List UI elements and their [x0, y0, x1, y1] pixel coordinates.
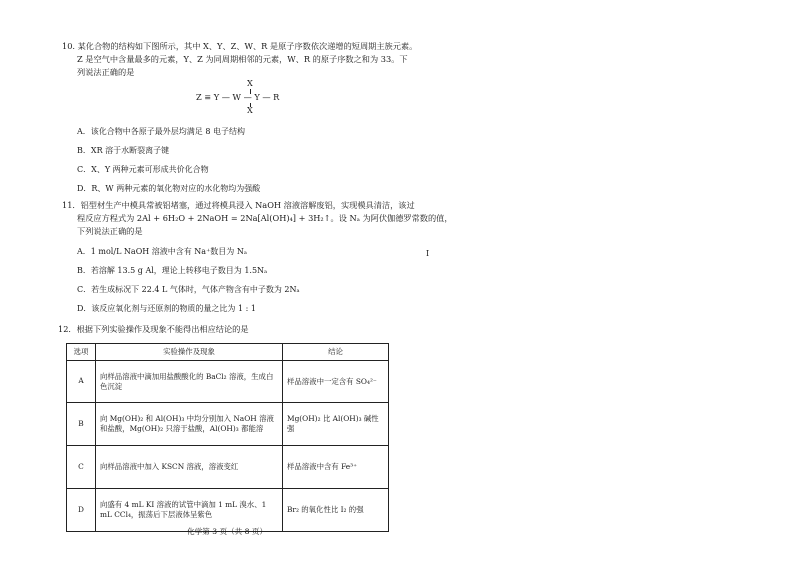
table-header-option: 选项 — [67, 344, 96, 361]
row-operation: 向样品溶液中滴加用盐酸酸化的 BaCl₂ 溶液，生成白色沉淀 — [96, 361, 283, 403]
q11-option-b: B．若溶解 13.5 g Al，理论上转移电子数目为 1.5Nₐ — [77, 266, 268, 275]
q11-stem-line3: 下列说法正确的是 — [77, 226, 143, 236]
row-label: D — [67, 489, 96, 532]
experiment-table — [66, 343, 389, 532]
table-row — [67, 489, 389, 532]
page-footer: 化学第 3 页（共 8 页） — [187, 527, 268, 536]
structure-main-chain: Z ≡ Y — W — Y — R — [196, 92, 280, 102]
row-label: A — [67, 361, 96, 403]
row-label: B — [67, 403, 96, 446]
table-header-operation: 实验操作及现象 — [96, 344, 283, 361]
table-header-conclusion: 结论 — [283, 344, 389, 361]
table-row — [67, 361, 389, 403]
q11-stem-line2: 程反应方程式为 2Al + 6H₂O + 2NaOH = 2Na[Al(OH)₄] + 3H₂↑。设 Nₐ 为阿伏伽德罗常数的值， — [77, 213, 453, 223]
row-operation: 向样品溶液中加入 KSCN 溶液，溶液变红 — [96, 446, 283, 489]
structure-top-x: X — [247, 78, 253, 88]
structure-bottom-x: X — [247, 105, 253, 115]
row-conclusion: Br₂ 的氧化性比 I₂ 的强 — [283, 489, 389, 532]
q11-option-c: C．若生成标况下 22.4 L 气体时，气体产物含有中子数为 2Nₐ — [77, 285, 300, 294]
margin-mark: I — [426, 249, 430, 258]
row-label: C — [67, 446, 96, 489]
table-row — [67, 403, 389, 446]
table-row — [67, 446, 389, 489]
q11-option-d: D．该反应氧化剂与还原剂的物质的量之比为 1 : 1 — [77, 304, 256, 313]
q10-option-c: C．X、Y 两种元素可形成共价化合物 — [77, 165, 209, 174]
q10-stem-line1: 10. 某化合物的结构如下图所示，其中 X、Y、Z、W、R 是原子序数依次递增的短周期主族元素。 — [62, 41, 418, 51]
q10-option-d: D．R、W 两种元素的氧化物对应的水化物均为强酸 — [77, 184, 261, 193]
row-conclusion: Mg(OH)₂ 比 Al(OH)₃ 碱性强 — [283, 403, 389, 446]
row-conclusion: 样品溶液中一定含有 SO₄²⁻ — [283, 361, 389, 403]
row-operation: 向盛有 4 mL KI 溶液的试管中滴加 1 mL 溴水、1 mL CCl₄，振荡后下层液体呈紫色 — [96, 489, 283, 532]
q10-option-b: B．XR 溶于水断裂离子键 — [77, 146, 170, 155]
row-conclusion: 样品溶液中含有 Fe³⁺ — [283, 446, 389, 489]
table-header-row — [67, 344, 389, 361]
q10-stem-line2: Z 是空气中含量最多的元素，Y、Z 为同周期相邻的元素，W、R 的原子序数之和为 33。下 — [77, 54, 408, 64]
q10-option-a: A．该化合物中各原子最外层均满足 8 电子结构 — [77, 127, 245, 136]
q11-option-a: A．1 mol/L NaOH 溶液中含有 Na⁺数目为 Nₐ — [77, 247, 247, 256]
row-operation: 向 Mg(OH)₂ 和 Al(OH)₃ 中均分别加入 NaOH 溶液和盐酸，Mg(OH)₂ 只溶于盐酸，Al(OH)₃ 都能溶 — [96, 403, 283, 446]
q11-stem-line1: 11．铝型材生产中模具常被铝堵塞，通过将模具浸入 NaOH 溶液溶解废铝，实现模具清洁，该过 — [62, 200, 415, 210]
q10-stem-line3: 列说法正确的是 — [77, 67, 135, 77]
q12-stem: 12．根据下列实验操作及现象不能得出相应结论的是 — [58, 324, 249, 334]
